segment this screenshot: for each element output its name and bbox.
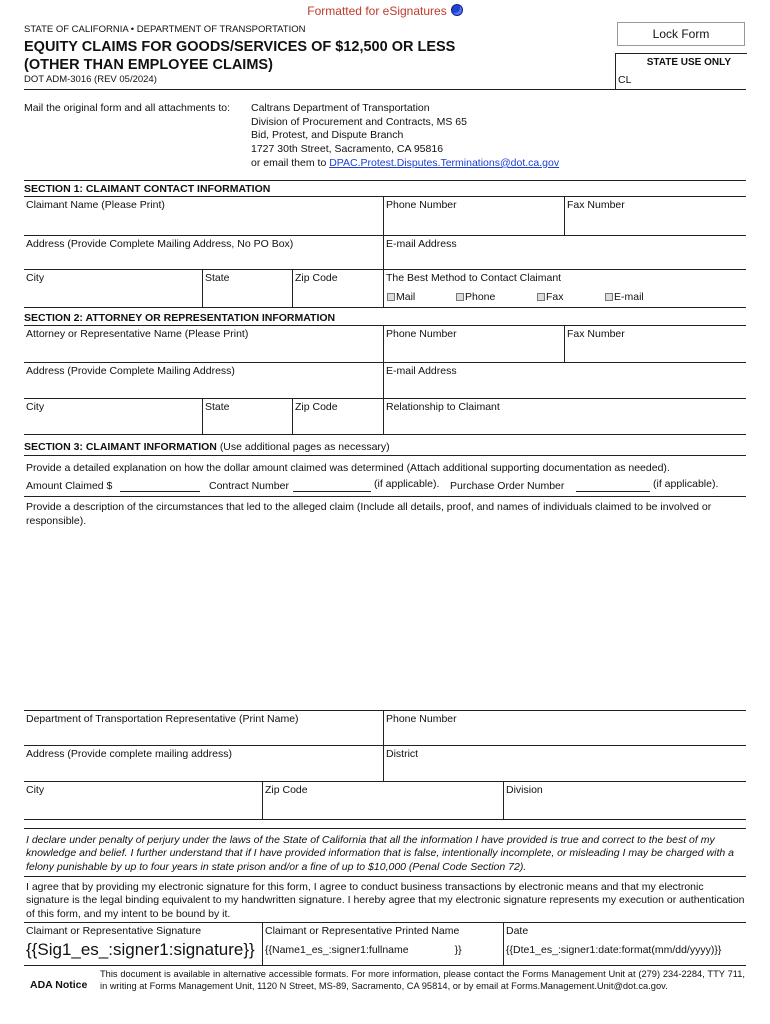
claimant-name-field[interactable] xyxy=(24,196,383,236)
dot-rep-zip-label: Zip Code xyxy=(265,784,308,796)
checkbox-icon[interactable] xyxy=(387,293,395,301)
contact-option-mail[interactable]: Mail xyxy=(387,291,415,303)
email-prefix: or email them to xyxy=(251,156,327,169)
contract-number-input[interactable] xyxy=(293,481,371,492)
amount-claimed-label: Amount Claimed $ xyxy=(26,480,113,492)
dot-rep-name-label: Department of Transportation Representative (Print Name) xyxy=(26,713,299,725)
dot-rep-division-field[interactable] xyxy=(503,782,746,820)
rep-email-label: E-mail Address xyxy=(386,365,457,377)
claimant-address-field[interactable] xyxy=(24,236,383,270)
dot-rep-zip-field[interactable] xyxy=(262,782,503,820)
rep-city-field[interactable] xyxy=(24,399,202,435)
dot-rep-district-field[interactable] xyxy=(383,746,746,782)
form-title-line1: EQUITY CLAIMS FOR GOODS/SERVICES OF $12,500 OR LESS xyxy=(24,39,456,55)
signature-field[interactable] xyxy=(24,922,262,966)
ada-notice-text: This document is available in alternative accessible formats. For more information, please contact the Forms Management Unit at (279) 234-2284, TTY 711, in writing at Forms Management Unit, 1120 N Street, MS-89, Sacramento, CA 95814, or by email at Forms.Management.Unit@dot.ca.gov. xyxy=(100,969,745,991)
section3-heading xyxy=(24,441,746,453)
agency-name: STATE OF CALIFORNIA • DEPARTMENT OF TRANSPORTATION xyxy=(24,24,306,35)
po-if-applicable: (if applicable). xyxy=(653,478,719,490)
form-title-line2: (OTHER THAN EMPLOYEE CLAIMS) xyxy=(24,57,273,73)
contract-number-label: Contract Number xyxy=(209,480,289,492)
mailing-line: Bid, Protest, and Dispute Branch xyxy=(251,129,404,142)
dot-rep-address-field[interactable] xyxy=(24,746,383,782)
signature-tag: {{Sig1_es_:signer1:signature}} xyxy=(26,940,255,959)
rep-fax-field[interactable] xyxy=(564,325,746,363)
date-tag: {{Dte1_es_:signer1:date:format(mm/dd/yyyy)}} xyxy=(506,944,722,956)
esignature-banner-text: Formatted for eSignatures xyxy=(307,4,447,18)
rep-address-field[interactable] xyxy=(24,363,383,399)
section3-note: (Use additional pages as necessary) xyxy=(219,441,390,453)
claimant-phone-field[interactable] xyxy=(383,196,564,236)
claimant-email-label: E-mail Address xyxy=(386,238,457,250)
dot-rep-district-label: District xyxy=(386,748,419,760)
dot-rep-phone-field[interactable] xyxy=(383,710,746,746)
dot-rep-phone-label: Phone Number xyxy=(386,713,457,725)
header-divider xyxy=(24,89,746,90)
printed-name-label: Claimant or Representative Printed Name xyxy=(265,925,460,937)
perjury-declaration: I declare under penalty of perjury under the laws of the State of California that all the information I have provided is true and correct to the best of my knowledge and belief. I further understand that if I have provided information that is false, intentionally incomplete, or misleading I may be charged with a felony punishable by up to four years in state prison and/or a fine of up to $10,000 (Penal Code Section 72). xyxy=(26,834,734,873)
contact-option-email[interactable]: E-mail xyxy=(605,291,644,303)
signature-label: Claimant or Representative Signature xyxy=(26,925,202,937)
date-label: Date xyxy=(506,925,529,937)
mailing-line: 1727 30th Street, Sacramento, CA 95816 xyxy=(251,143,444,156)
printed-name-tag: {{Name1_es_:signer1:fullname }} xyxy=(265,944,462,956)
form-number: DOT ADM-3016 (REV 05/2024) xyxy=(24,74,157,85)
rep-phone-field[interactable] xyxy=(383,325,564,363)
rep-relationship-field[interactable] xyxy=(383,399,746,435)
dispute-email-link[interactable]: DPAC.Protest.Disputes.Terminations@dot.ca.gov xyxy=(329,156,560,169)
esignature-agreement: I agree that by providing my electronic signature for this form, I agree to conduct business transactions by electronic means and that my electronic signature is the legal binding equivalent to my handwritten signature. I hereby agree that my electronic signature represents my execution or authentication of this form, and my intent to be bound by it. xyxy=(26,881,745,920)
rep-zip-label: Zip Code xyxy=(295,401,338,413)
description-label: Provide a description of the circumstances that led to the alleged claim (Include all details, proof, and names of individuals claimed to be involved or responsible). xyxy=(26,501,712,527)
printed-name-field[interactable] xyxy=(262,922,503,966)
state-use-box xyxy=(615,53,747,89)
declaration-divider xyxy=(24,828,746,829)
rep-state-label: State xyxy=(205,401,230,413)
agreement-divider xyxy=(24,876,746,877)
dot-rep-city-field[interactable] xyxy=(24,782,262,820)
po-number-label: Purchase Order Number xyxy=(450,480,565,492)
rep-email-field[interactable] xyxy=(383,363,746,399)
claimant-state-field[interactable] xyxy=(202,270,292,308)
claimant-zip-label: Zip Code xyxy=(295,272,338,284)
rep-name-label: Attorney or Representative Name (Please Print) xyxy=(26,328,249,340)
rep-phone-label: Phone Number xyxy=(386,328,457,340)
esignature-info-icon[interactable] xyxy=(451,4,463,16)
amount-explanation-text: Provide a detailed explanation on how the dollar amount claimed was determined (Attach additional supporting documentation as needed). xyxy=(26,462,670,474)
rep-relationship-label: Relationship to Claimant xyxy=(386,401,500,413)
mailing-intro: Mail the original form and all attachments to: xyxy=(24,102,231,114)
dot-rep-address-label: Address (Provide complete mailing address) xyxy=(26,748,233,760)
claimant-name-label: Claimant Name (Please Print) xyxy=(26,199,165,211)
section2-heading: SECTION 2: ATTORNEY OR REPRESENTATION INFORMATION xyxy=(24,312,336,324)
rep-address-label: Address (Provide Complete Mailing Address) xyxy=(26,365,235,377)
rep-zip-field[interactable] xyxy=(292,399,383,435)
claimant-city-field[interactable] xyxy=(24,270,202,308)
date-field[interactable] xyxy=(503,922,746,966)
claimant-phone-label: Phone Number xyxy=(386,199,457,211)
mailing-line: Division of Procurement and Contracts, MS 65 xyxy=(251,115,467,128)
mailing-line: Caltrans Department of Transportation xyxy=(251,102,430,114)
amount-claimed-input[interactable] xyxy=(120,481,200,492)
dot-rep-division-label: Division xyxy=(506,784,543,796)
contact-option-fax[interactable]: Fax xyxy=(537,291,564,303)
checkbox-icon[interactable] xyxy=(537,293,545,301)
contact-method-label: The Best Method to Contact Claimant xyxy=(386,272,562,284)
rep-city-label: City xyxy=(26,401,45,413)
state-use-value: CL xyxy=(618,74,632,86)
checkbox-icon[interactable] xyxy=(605,293,613,301)
rep-state-field[interactable] xyxy=(202,399,292,435)
mailing-address xyxy=(251,102,559,171)
section1-divider xyxy=(24,180,746,181)
claimant-zip-field[interactable] xyxy=(292,270,383,308)
state-use-label: STATE USE ONLY xyxy=(646,57,731,68)
checkbox-icon[interactable] xyxy=(456,293,464,301)
po-number-input[interactable] xyxy=(576,481,650,492)
claimant-email-field[interactable] xyxy=(383,236,746,270)
claimant-fax-field[interactable] xyxy=(564,196,746,236)
dot-rep-name-field[interactable] xyxy=(24,710,383,746)
claimant-fax-label: Fax Number xyxy=(567,199,625,211)
rep-name-field[interactable] xyxy=(24,325,383,363)
rep-fax-label: Fax Number xyxy=(567,328,625,340)
lock-form-button[interactable]: Lock Form xyxy=(617,22,745,46)
form-title xyxy=(24,38,544,74)
description-divider xyxy=(24,496,746,497)
claimant-state-label: State xyxy=(205,272,230,284)
section3-divider xyxy=(24,455,746,456)
contract-if-applicable: (if applicable). xyxy=(374,478,440,490)
section1-heading: SECTION 1: CLAIMANT CONTACT INFORMATION xyxy=(24,183,271,195)
claimant-address-label: Address (Provide Complete Mailing Address, No PO Box) xyxy=(26,238,294,250)
claimant-city-label: City xyxy=(26,272,45,284)
ada-notice-label: ADA Notice xyxy=(30,979,88,991)
esignature-banner xyxy=(0,4,770,18)
dot-rep-city-label: City xyxy=(26,784,45,796)
contact-method-field xyxy=(383,270,746,308)
section3-title: SECTION 3: CLAIMANT INFORMATION xyxy=(24,441,217,453)
description-textarea[interactable] xyxy=(24,530,746,710)
contact-option-phone[interactable]: Phone xyxy=(456,291,495,303)
